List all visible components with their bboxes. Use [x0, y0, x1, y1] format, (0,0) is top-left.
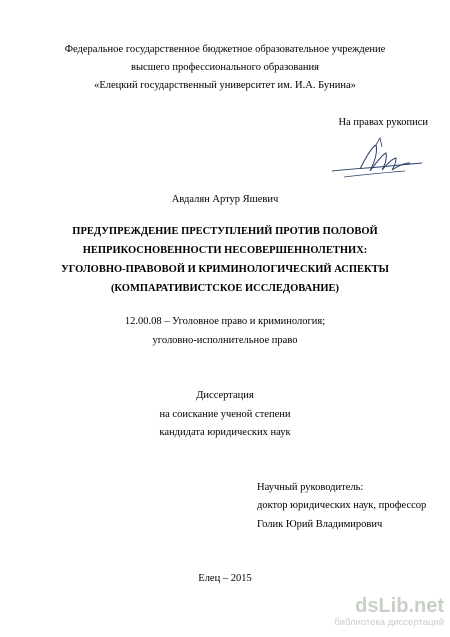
specialty-line-2: уголовно-исполнительное право — [152, 335, 298, 346]
supervisor-name: Голик Юрий Владимирович — [257, 519, 383, 530]
signature-icon — [330, 133, 425, 185]
institution-line-3: «Елецкий государственный университет им. И.А. Бунина» — [94, 80, 356, 91]
institution-line-2: высшего профессионального образования — [131, 62, 319, 73]
title-line-4: (КОМПАРАТИВИСТСКОЕ ИССЛЕДОВАНИЕ) — [110, 283, 340, 294]
author-name: Авдалян Артур Яшевич — [171, 194, 279, 205]
supervisor-degree: доктор юридических наук, профессор — [257, 500, 427, 511]
watermark-subtitle: библиотека диссертаций — [334, 617, 444, 628]
degree-line-1: Диссертация — [196, 390, 254, 401]
manuscript-note: На правах рукописи — [338, 117, 428, 128]
specialty-line-1: 12.00.08 – Уголовное право и криминология; — [124, 316, 326, 327]
institution-line-1: Федеральное государственное бюджетное образовательное учреждение — [64, 44, 386, 55]
watermark[interactable] — [324, 595, 444, 635]
supervisor-label: Научный руководитель: — [257, 482, 364, 493]
title-line-1: ПРЕДУПРЕЖДЕНИЕ ПРЕСТУПЛЕНИЙ ПРОТИВ ПОЛОВОЙ — [72, 226, 378, 237]
degree-line-3: кандидата юридических наук — [159, 427, 291, 438]
title-line-3: УГОЛОВНО-ПРАВОВОЙ И КРИМИНОЛОГИЧЕСКИЙ АСПЕКТЫ — [61, 264, 389, 275]
degree-line-2: на соискание ученой степени — [159, 409, 291, 420]
watermark-logo: dsLib.net — [355, 595, 444, 617]
place-year: Елец – 2015 — [198, 573, 252, 584]
title-line-2: НЕПРИКОСНОВЕННОСТИ НЕСОВЕРШЕННОЛЕТНИХ: — [82, 245, 368, 256]
